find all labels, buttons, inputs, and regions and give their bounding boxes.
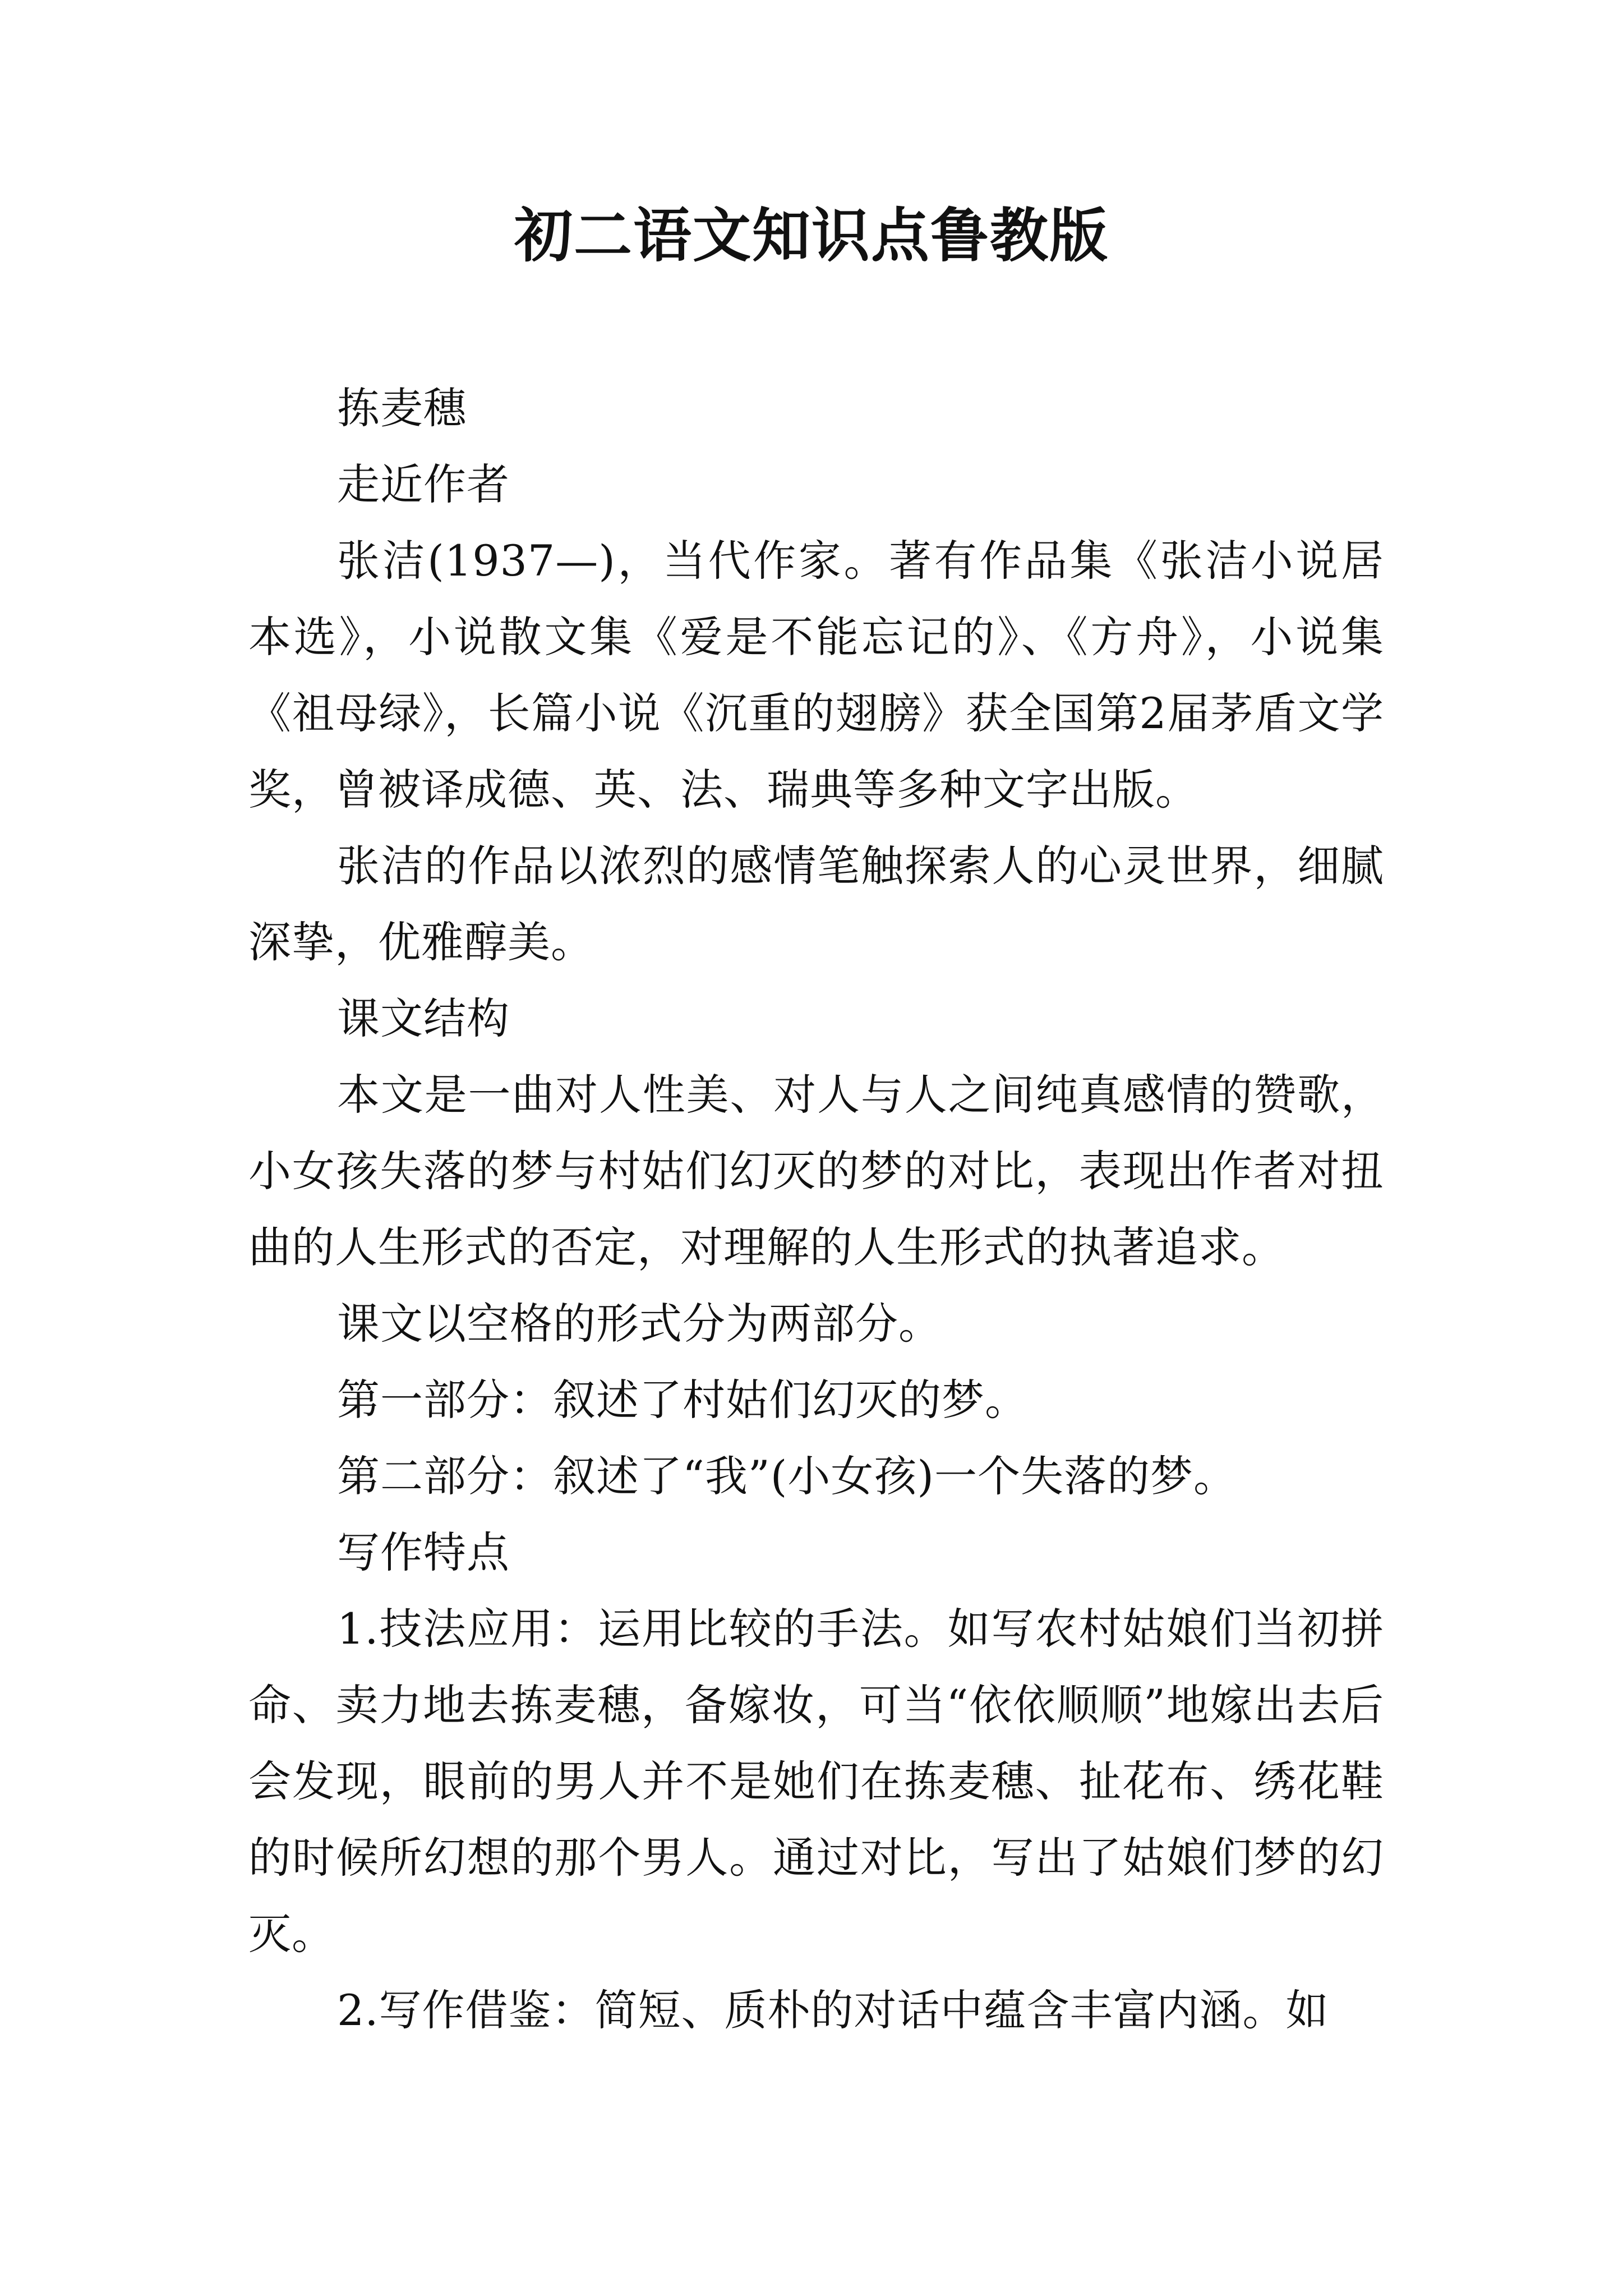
section-heading-features: 写作特点	[337, 1527, 510, 1577]
section-heading-title: 拣麦穗	[337, 383, 467, 433]
document-body	[248, 370, 1384, 2049]
author-bio-paragraph: 张洁(1937—)，当代作家。著有作品集《张洁小说居本选》，小说散文集《爱是不能忘记的》、《方舟》，小说集《祖母绿》，长篇小说《沉重的翅膀》获全国第2届茅盾文学奖，曾被译成德、英、法、瑞典等多种文字出版。	[248, 536, 1384, 815]
page-title: 初二语文知识点鲁教版	[514, 201, 1109, 270]
section-heading-author: 走近作者	[337, 459, 510, 509]
author-style-paragraph: 张洁的作品以浓烈的感情笔触探索人的心灵世界，细腻深挚，优雅醇美。	[248, 841, 1384, 967]
structure-summary-paragraph: 本文是一曲对人性美、对人与人之间纯真感情的赞歌，小女孩失落的梦与村姑们幻灭的梦的对比，表现出作者对扭曲的人生形式的否定，对理解的人生形式的执著追求。	[248, 1070, 1384, 1272]
part-two-paragraph: 第二部分：叙述了“我”(小女孩)一个失落的梦。	[337, 1451, 1237, 1501]
part-one-paragraph: 第一部分：叙述了村姑们幻灭的梦。	[337, 1375, 1028, 1425]
feature-two-paragraph: 2.写作借鉴：简短、质朴的对话中蕴含丰富内涵。如	[337, 1985, 1329, 2035]
section-heading-structure: 课文结构	[337, 993, 510, 1043]
feature-one-paragraph: 1.技法应用：运用比较的手法。如写农村姑娘们当初拼命、卖力地去拣麦穗，备嫁妆，可当“依依顺顺”地嫁出去后会发现，眼前的男人并不是她们在拣麦穗、扯花布、绣花鞋的时候所幻想的那个男人。通过对比，写出了姑娘们梦的幻灭。	[248, 1604, 1384, 1959]
structure-parts-paragraph: 课文以空格的形式分为两部分。	[337, 1299, 942, 1349]
